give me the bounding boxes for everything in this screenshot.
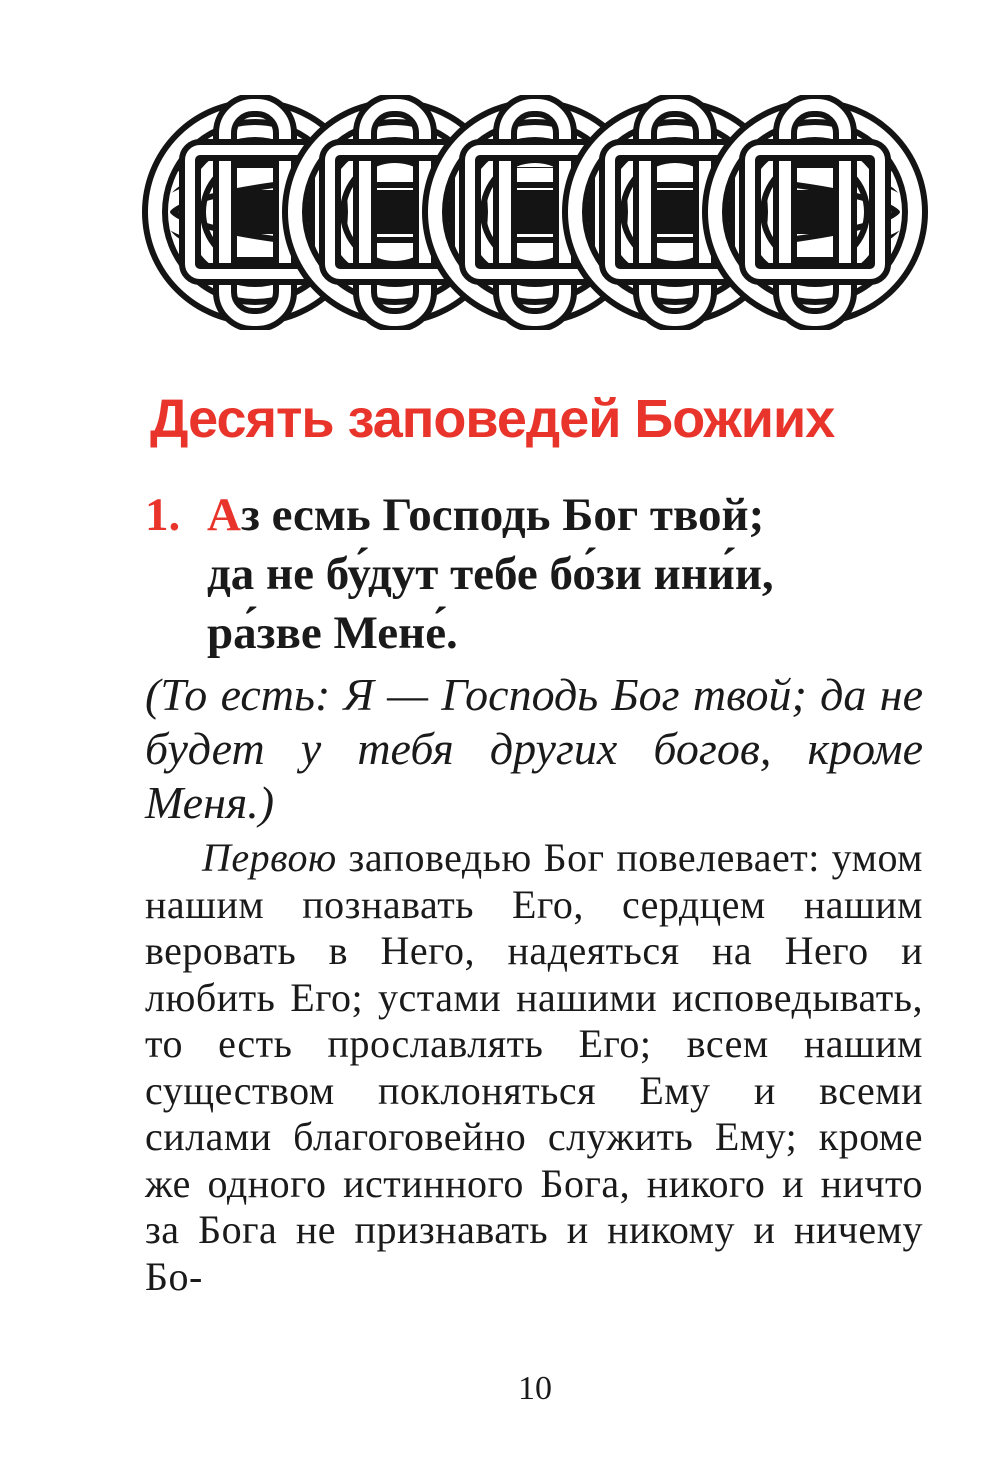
page-title: Десять заповедей Божиих xyxy=(150,389,835,449)
commandment-number: 1. xyxy=(145,489,181,541)
commandment-line-1-rest: з есмь Господь Бог твой; xyxy=(240,489,765,541)
commandment-line-1 xyxy=(145,486,935,545)
commandment-line-2: да не бу́дут тебе бо́зи ини́и, xyxy=(207,548,774,600)
explanation-body: заповедью Бог повелевает: умом нашим познавать Его, сердцем нашим веровать в Него, надеяться на Него и любить Его; устами нашими исповедывать, то есть прославлять Его; всем нашим существом поклоняться Ему и всеми силами благоговейно служить Ему; кроме же одного истинного Бога, никого и ничто за Бога не признавать и никому и ничему Бо- xyxy=(145,835,923,1299)
explanation-lead-word: Первою xyxy=(202,835,337,880)
knot-5 xyxy=(715,105,915,320)
explanation-paragraph xyxy=(145,835,923,1300)
celtic-knot-band-icon xyxy=(140,95,930,330)
commandment-line-3: ра́зве Мене́. xyxy=(207,607,458,659)
page-number: 10 xyxy=(518,1370,552,1407)
drop-initial: А xyxy=(207,489,241,541)
commandment-paraphrase: (То есть: Я — Господь Бог твой; да не будет у тебя других богов, кроме Меня.) xyxy=(145,669,923,828)
commandment-text xyxy=(145,486,935,663)
